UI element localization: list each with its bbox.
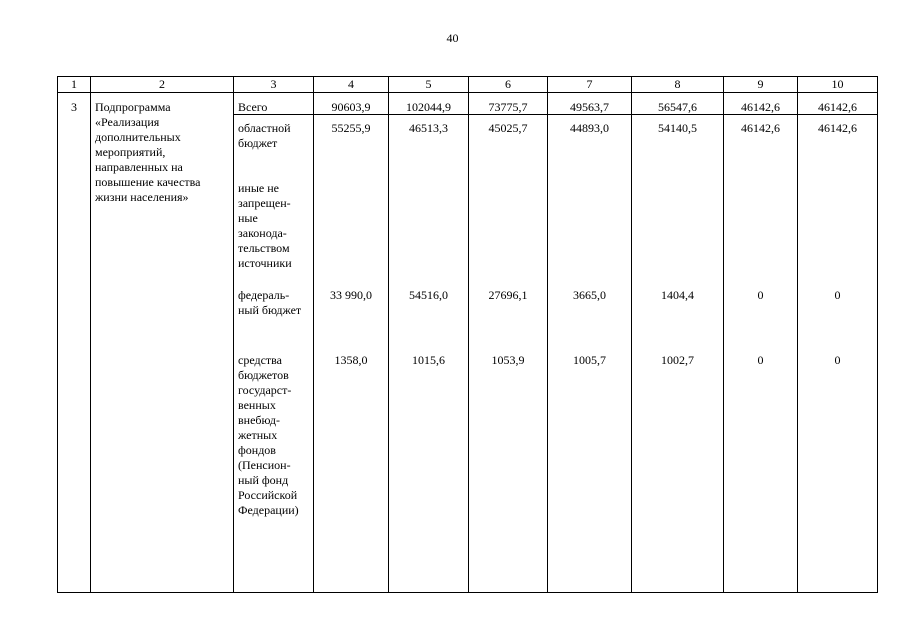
source-offbudget-funds-label: средства бюджетов государст-венных внебюд-жетных фондов (Пенсион-ный фонд Российской Федерации) [238,353,299,517]
value-other [314,181,388,288]
value-offbudget: 1358,0 [334,353,368,367]
value-federal: 1404,4 [661,288,694,302]
value-federal: 33 990,0 [330,288,372,302]
value-regional: 45025,7 [488,121,528,135]
source-other-label: иные не запрещен-ные законода-тельством источники [238,181,292,270]
header-cell: 6 [469,77,548,93]
header-cell: 2 [91,77,234,93]
header-cell: 1 [58,77,91,93]
value-total: 73775,7 [469,93,547,115]
value-regional: 46142,6 [741,121,780,135]
value-total: 46142,6 [798,93,877,115]
value-offbudget: 1015,6 [412,353,445,367]
value-regional: 54140,5 [658,121,697,135]
value-offbudget: 1002,7 [661,353,694,367]
value-column [389,93,469,593]
value-other [548,181,631,288]
header-cell: 10 [798,77,878,93]
header-cell: 7 [548,77,632,93]
row-number: 3 [58,93,91,593]
value-regional: 46142,6 [818,121,857,135]
value-column [469,93,548,593]
value-total: 49563,7 [548,93,631,115]
value-column [724,93,798,593]
source-total-label: Всего [234,93,313,115]
table-row [58,93,878,593]
value-total: 90603,9 [314,93,388,115]
header-cell: 9 [724,77,798,93]
value-other [724,181,797,288]
header-cell: 5 [389,77,469,93]
value-total: 102044,9 [389,93,468,115]
header-cell: 8 [632,77,724,93]
value-column [314,93,389,593]
value-offbudget: 1053,9 [491,353,525,367]
subprogram-name: Подпрограмма «Реализация дополнительных мероприятий, направленных на повышение качества жизни населения» [91,93,234,593]
header-row [58,77,878,93]
value-offbudget: 1005,7 [573,353,606,367]
value-federal: 0 [757,288,764,302]
header-cell: 4 [314,77,389,93]
value-other [632,181,723,288]
value-federal: 27696,1 [488,288,528,302]
value-federal: 3665,0 [573,288,606,302]
value-offbudget: 0 [834,353,841,367]
value-total: 46142,6 [724,93,797,115]
program-table [57,76,878,593]
value-column [798,93,878,593]
value-regional: 55255,9 [331,121,371,135]
source-federal-label: федераль-ный бюджет [238,288,302,317]
value-federal: 54516,0 [409,288,448,302]
value-regional: 44893,0 [570,121,609,135]
value-offbudget: 0 [757,353,764,367]
value-column [548,93,632,593]
page-number: 40 [446,31,459,45]
value-federal: 0 [834,288,841,302]
value-other [798,181,877,288]
source-regional-label: областной бюджет [238,121,291,150]
value-other [389,181,468,288]
value-column [632,93,724,593]
value-other [469,181,547,288]
value-regional: 46513,3 [409,121,448,135]
funding-sources [234,93,314,593]
value-total: 56547,6 [632,93,723,115]
header-cell: 3 [234,77,314,93]
